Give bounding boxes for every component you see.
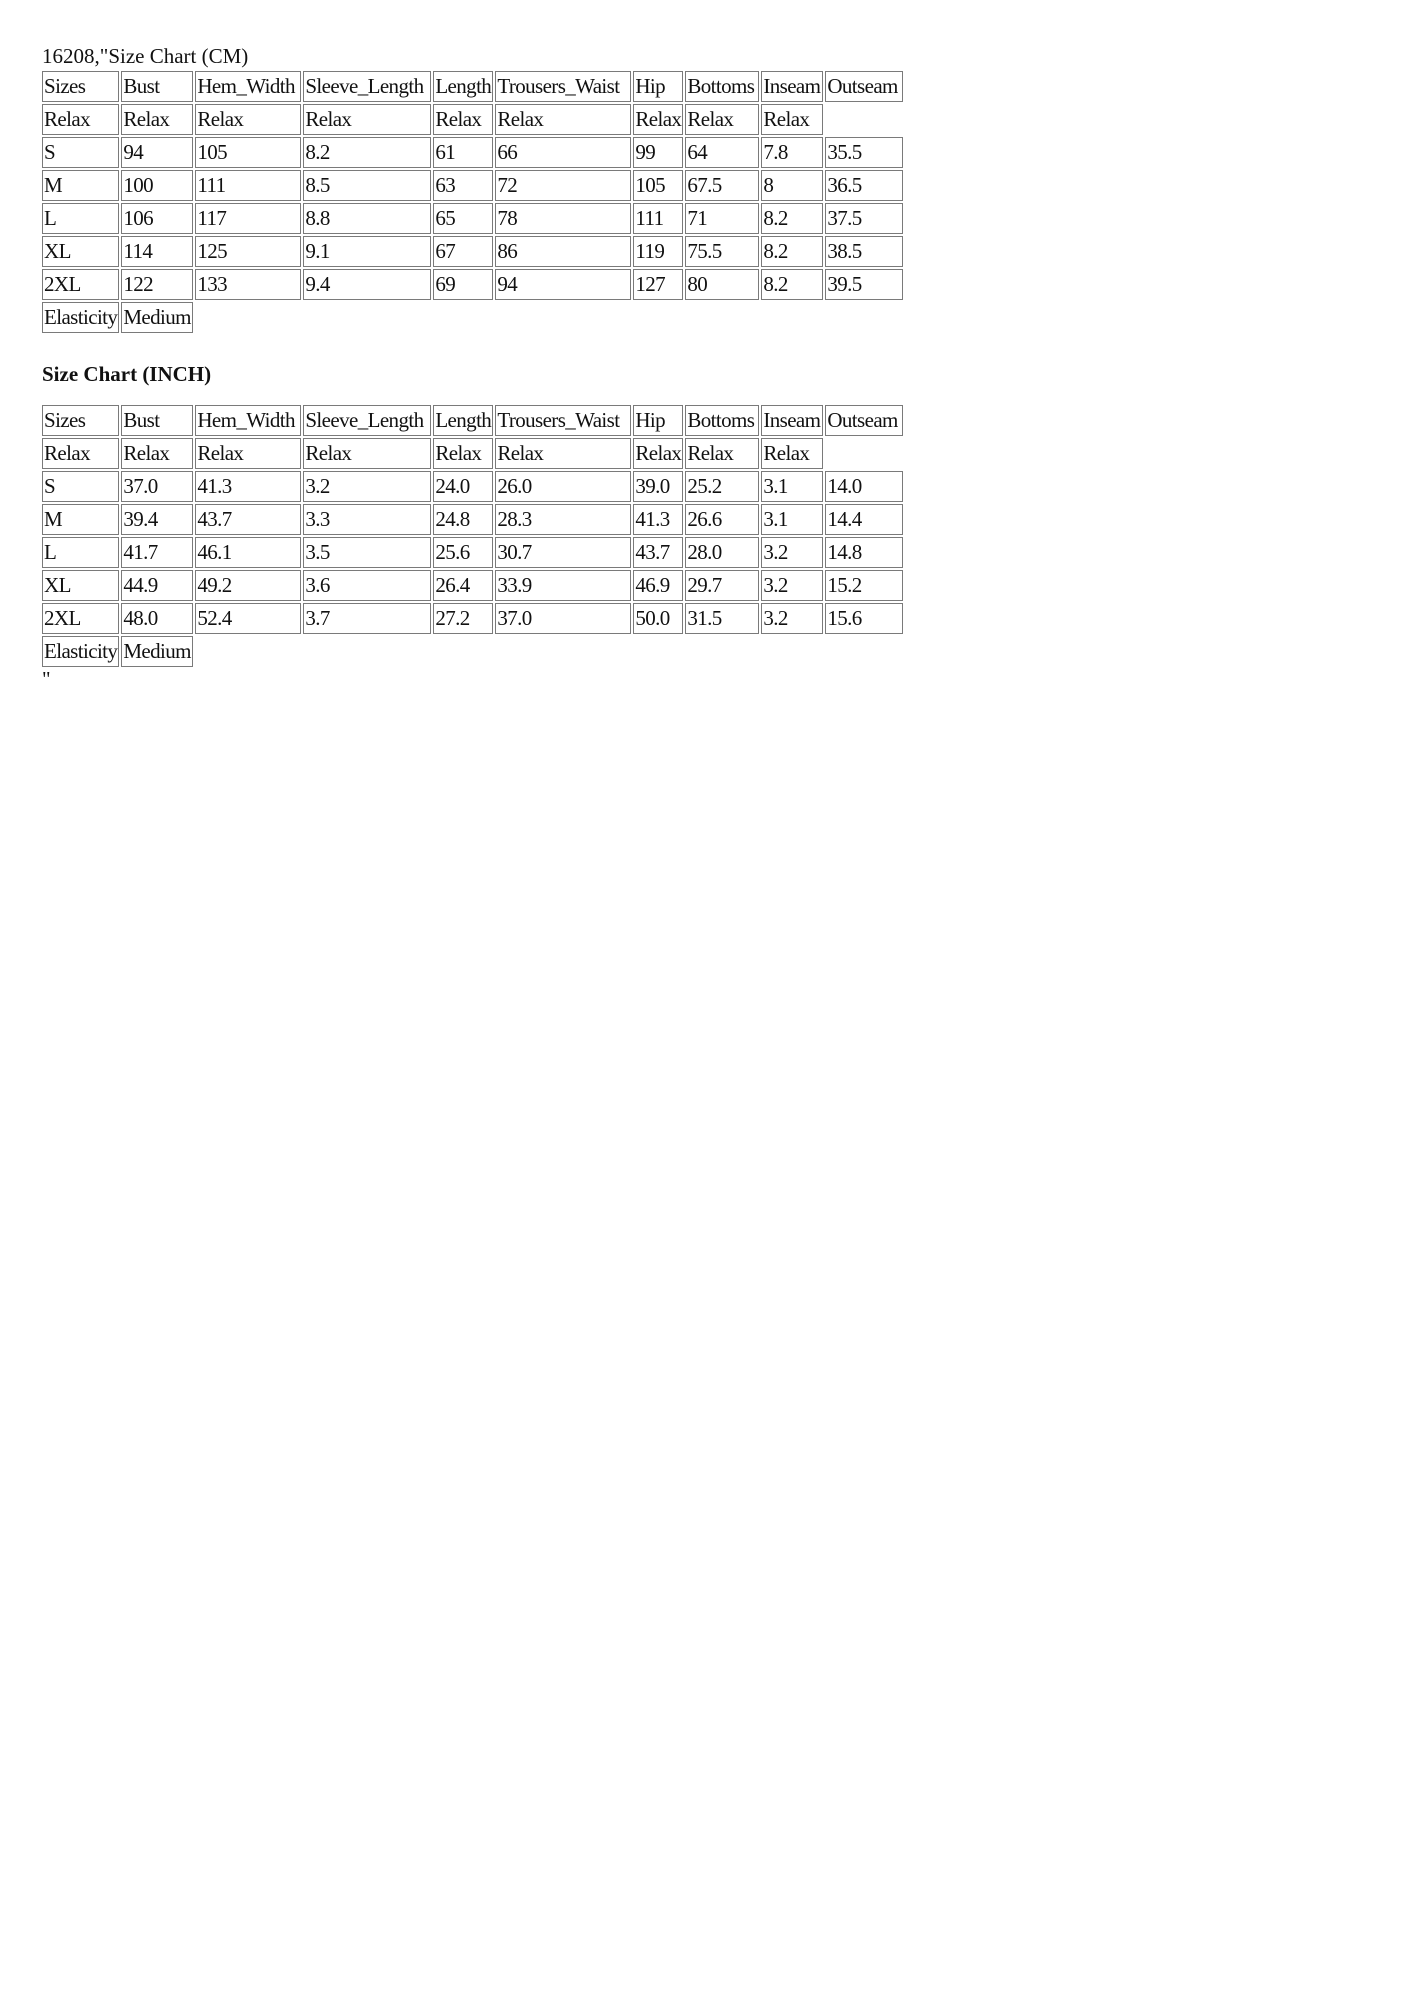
- blank-cell: [633, 302, 683, 333]
- table-row-cell: 133: [195, 269, 301, 300]
- table-row-cell: 26.4: [433, 570, 493, 601]
- table-row: [42, 137, 903, 168]
- table-row-cell: 33.9: [495, 570, 631, 601]
- table-row: [42, 236, 903, 267]
- table-row-cell: 14.4: [825, 504, 903, 535]
- table-row-cell: 71: [685, 203, 759, 234]
- inch-size-table: [40, 403, 905, 669]
- table-row-cell: 46.1: [195, 537, 301, 568]
- header-row-cell: Bottoms: [685, 71, 759, 102]
- table-row-cell: 66: [495, 137, 631, 168]
- table-row-cell: 41.3: [633, 504, 683, 535]
- relax-row-cell: Relax: [42, 104, 119, 135]
- table-row-cell: 37.0: [121, 471, 193, 502]
- cm-chart-title: Size Chart (CM): [108, 44, 249, 68]
- header-row-cell: Inseam: [761, 405, 823, 436]
- table-row-cell: 3.2: [761, 570, 823, 601]
- header-row-cell: Outseam: [825, 71, 903, 102]
- table-row-cell: 15.2: [825, 570, 903, 601]
- table-row-cell: 3.1: [761, 471, 823, 502]
- blank-cell: [825, 302, 903, 333]
- relax-row-cell: Relax: [121, 438, 193, 469]
- table-row-cell: 39.5: [825, 269, 903, 300]
- table-row-cell: 52.4: [195, 603, 301, 634]
- table-row-cell: 46.9: [633, 570, 683, 601]
- header-row-cell: Trousers_Waist: [495, 405, 631, 436]
- table-row-cell: 14.8: [825, 537, 903, 568]
- table-row-cell: 63: [433, 170, 493, 201]
- table-row-cell: 119: [633, 236, 683, 267]
- relax-row-cell: Relax: [633, 104, 683, 135]
- table-row-cell: 8.2: [761, 236, 823, 267]
- document-page: [42, 44, 942, 689]
- blank-cell: [195, 302, 301, 333]
- table-row-cell: 15.6: [825, 603, 903, 634]
- table-row-cell: 24.0: [433, 471, 493, 502]
- table-row: [42, 570, 903, 601]
- table-row-cell: 28.3: [495, 504, 631, 535]
- header-row: [42, 71, 903, 102]
- relax-row-cell: Relax: [685, 104, 759, 135]
- header-row-cell: Sizes: [42, 405, 119, 436]
- table-row-cell: 99: [633, 137, 683, 168]
- table-row-cell: 7.8: [761, 137, 823, 168]
- table-row-cell: 41.3: [195, 471, 301, 502]
- table-row-cell: 49.2: [195, 570, 301, 601]
- table-row-cell: 9.1: [303, 236, 431, 267]
- table-row: [42, 203, 903, 234]
- table-row-cell: 14.0: [825, 471, 903, 502]
- header-row-cell: Hip: [633, 405, 683, 436]
- relax-row-cell: Relax: [761, 104, 823, 135]
- header-row-cell: Hem_Width: [195, 405, 301, 436]
- table-row: [42, 504, 903, 535]
- empty-cell: [825, 438, 903, 469]
- blank-cell: [303, 302, 431, 333]
- table-row-cell: 27.2: [433, 603, 493, 634]
- elasticity-label: Elasticity: [42, 636, 119, 667]
- table-row-cell: 25.6: [433, 537, 493, 568]
- table-row-cell: 94: [121, 137, 193, 168]
- table-row-cell: 29.7: [685, 570, 759, 601]
- blank-cell: [633, 636, 683, 667]
- table-row-cell: 100: [121, 170, 193, 201]
- table-row-cell: 8.2: [761, 203, 823, 234]
- table-row-cell: 111: [633, 203, 683, 234]
- table-row-cell: 39.0: [633, 471, 683, 502]
- header-row-cell: Hem_Width: [195, 71, 301, 102]
- table-row: [42, 269, 903, 300]
- table-row-cell: L: [42, 537, 119, 568]
- blank-cell: [433, 302, 493, 333]
- table-row-cell: S: [42, 137, 119, 168]
- header-row-cell: Sleeve_Length: [303, 71, 431, 102]
- table-row-cell: 94: [495, 269, 631, 300]
- table-row-cell: 26.6: [685, 504, 759, 535]
- table-row-cell: 2XL: [42, 269, 119, 300]
- blank-cell: [685, 302, 759, 333]
- table-row-cell: 86: [495, 236, 631, 267]
- header-row-cell: Inseam: [761, 71, 823, 102]
- table-row-cell: 72: [495, 170, 631, 201]
- table-row-cell: 3.2: [761, 537, 823, 568]
- table-row-cell: 75.5: [685, 236, 759, 267]
- header-row-cell: Outseam: [825, 405, 903, 436]
- table-row-cell: 43.7: [633, 537, 683, 568]
- table-row-cell: 44.9: [121, 570, 193, 601]
- table-row-cell: 80: [685, 269, 759, 300]
- table-row-cell: 8.5: [303, 170, 431, 201]
- table-row-cell: 39.4: [121, 504, 193, 535]
- table-row-cell: 67.5: [685, 170, 759, 201]
- table-row: [42, 537, 903, 568]
- table-row-cell: 106: [121, 203, 193, 234]
- table-row-cell: 26.0: [495, 471, 631, 502]
- elasticity-value: Medium: [121, 302, 193, 333]
- table-row-cell: 36.5: [825, 170, 903, 201]
- relax-row: [42, 104, 903, 135]
- table-row-cell: M: [42, 504, 119, 535]
- table-row-cell: 28.0: [685, 537, 759, 568]
- relax-row-cell: Relax: [433, 104, 493, 135]
- relax-row-cell: Relax: [495, 104, 631, 135]
- header-row-cell: Bottoms: [685, 405, 759, 436]
- table-row-cell: 30.7: [495, 537, 631, 568]
- table-row-cell: 3.3: [303, 504, 431, 535]
- inch-chart-title: Size Chart (INCH): [42, 362, 212, 386]
- relax-row-cell: Relax: [303, 104, 431, 135]
- table-row-cell: 48.0: [121, 603, 193, 634]
- relax-row-cell: Relax: [495, 438, 631, 469]
- relax-row-cell: Relax: [633, 438, 683, 469]
- table-row-cell: 114: [121, 236, 193, 267]
- table-row-cell: 31.5: [685, 603, 759, 634]
- table-row-cell: 35.5: [825, 137, 903, 168]
- table-row-cell: 3.2: [303, 471, 431, 502]
- table-row-cell: 50.0: [633, 603, 683, 634]
- table-row-cell: 25.2: [685, 471, 759, 502]
- table-row-cell: 24.8: [433, 504, 493, 535]
- cm-chart-title-line: [42, 44, 942, 69]
- elasticity-row: [42, 302, 903, 333]
- table-row-cell: 8.8: [303, 203, 431, 234]
- elasticity-label: Elasticity: [42, 302, 119, 333]
- relax-row-cell: Relax: [761, 438, 823, 469]
- table-row-cell: 69: [433, 269, 493, 300]
- relax-row-cell: Relax: [42, 438, 119, 469]
- relax-row-cell: Relax: [303, 438, 431, 469]
- table-row-cell: XL: [42, 570, 119, 601]
- table-row-cell: 117: [195, 203, 301, 234]
- table-row-cell: 78: [495, 203, 631, 234]
- table-row-cell: 8: [761, 170, 823, 201]
- relax-row-cell: Relax: [685, 438, 759, 469]
- header-row-cell: Length: [433, 405, 493, 436]
- table-row-cell: 9.4: [303, 269, 431, 300]
- elasticity-row: [42, 636, 903, 667]
- header-row-cell: Sleeve_Length: [303, 405, 431, 436]
- blank-cell: [303, 636, 431, 667]
- table-row-cell: 8.2: [303, 137, 431, 168]
- table-row-cell: 111: [195, 170, 301, 201]
- table-row-cell: 105: [633, 170, 683, 201]
- table-row-cell: 65: [433, 203, 493, 234]
- header-row-cell: Sizes: [42, 71, 119, 102]
- table-row-cell: 3.6: [303, 570, 431, 601]
- table-row-cell: 127: [633, 269, 683, 300]
- blank-cell: [761, 636, 823, 667]
- table-row-cell: 61: [433, 137, 493, 168]
- header-row-cell: Hip: [633, 71, 683, 102]
- table-row-cell: 67: [433, 236, 493, 267]
- header-row-cell: Length: [433, 71, 493, 102]
- table-row-cell: 43.7: [195, 504, 301, 535]
- blank-cell: [495, 636, 631, 667]
- table-row-cell: 3.2: [761, 603, 823, 634]
- blank-cell: [433, 636, 493, 667]
- blank-cell: [495, 302, 631, 333]
- record-prefix: 16208,": [42, 44, 109, 68]
- header-row-cell: Bust: [121, 405, 193, 436]
- table-row: [42, 170, 903, 201]
- table-row-cell: 2XL: [42, 603, 119, 634]
- table-row-cell: 105: [195, 137, 301, 168]
- table-row: [42, 603, 903, 634]
- table-row: [42, 471, 903, 502]
- table-row-cell: 8.2: [761, 269, 823, 300]
- relax-row: [42, 438, 903, 469]
- elasticity-value: Medium: [121, 636, 193, 667]
- empty-cell: [825, 104, 903, 135]
- table-row-cell: S: [42, 471, 119, 502]
- table-row-cell: 3.7: [303, 603, 431, 634]
- table-row-cell: 125: [195, 236, 301, 267]
- table-row-cell: 3.1: [761, 504, 823, 535]
- blank-cell: [761, 302, 823, 333]
- table-row-cell: 3.5: [303, 537, 431, 568]
- table-row-cell: 37.5: [825, 203, 903, 234]
- relax-row-cell: Relax: [195, 438, 301, 469]
- table-row-cell: XL: [42, 236, 119, 267]
- table-row-cell: 64: [685, 137, 759, 168]
- relax-row-cell: Relax: [433, 438, 493, 469]
- header-row: [42, 405, 903, 436]
- header-row-cell: Bust: [121, 71, 193, 102]
- table-row-cell: 122: [121, 269, 193, 300]
- relax-row-cell: Relax: [121, 104, 193, 135]
- cm-size-table: [40, 69, 905, 335]
- table-row-cell: 38.5: [825, 236, 903, 267]
- blank-cell: [195, 636, 301, 667]
- table-row-cell: 41.7: [121, 537, 193, 568]
- closing-quote: ": [42, 667, 51, 691]
- table-row-cell: L: [42, 203, 119, 234]
- table-row-cell: M: [42, 170, 119, 201]
- blank-cell: [825, 636, 903, 667]
- table-row-cell: 37.0: [495, 603, 631, 634]
- blank-cell: [685, 636, 759, 667]
- relax-row-cell: Relax: [195, 104, 301, 135]
- header-row-cell: Trousers_Waist: [495, 71, 631, 102]
